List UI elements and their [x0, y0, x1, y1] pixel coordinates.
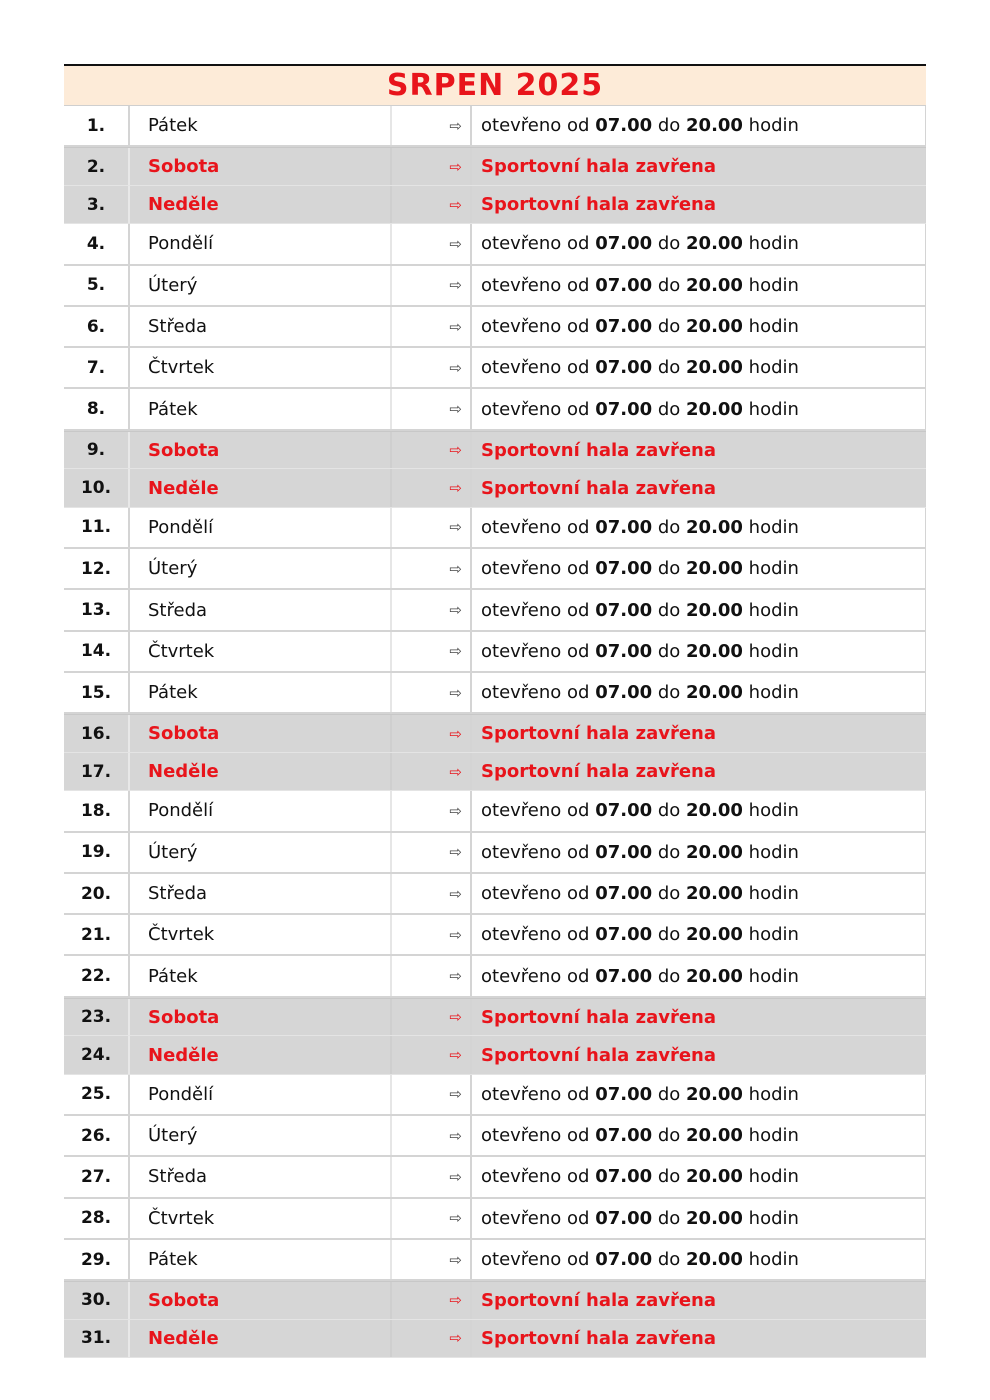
day-number: 27. — [64, 1157, 130, 1196]
weekday-name: Pondělí — [130, 1075, 392, 1114]
day-number: 16. — [64, 715, 130, 752]
weekday-name: Úterý — [130, 833, 392, 872]
hours-from: 07.00 — [595, 599, 653, 621]
day-number: 1. — [64, 106, 130, 145]
hours-mid: do — [652, 1125, 687, 1147]
hours-prefix: otevřeno od — [481, 965, 596, 987]
hours-from: 07.00 — [595, 1249, 653, 1271]
weekday-name: Úterý — [130, 549, 392, 588]
arrow-right-icon: ⇨ — [392, 1036, 472, 1074]
arrow-right-icon: ⇨ — [392, 1157, 472, 1196]
hours-from: 07.00 — [595, 316, 653, 338]
closed-status: Sportovní hala zavřena — [472, 432, 926, 469]
weekday-name: Pátek — [130, 389, 392, 428]
arrow-right-icon: ⇨ — [392, 389, 472, 428]
weekday-name: Sobota — [130, 999, 392, 1036]
arrow-right-icon: ⇨ — [392, 307, 472, 346]
opening-hours — [472, 307, 926, 346]
opening-hours — [472, 266, 926, 305]
arrow-right-icon: ⇨ — [392, 508, 472, 547]
table-row-closed — [64, 147, 926, 186]
schedule-table — [64, 64, 926, 1358]
table-row-closed — [64, 1320, 926, 1359]
hours-from: 07.00 — [595, 1207, 653, 1229]
hours-from: 07.00 — [595, 516, 653, 538]
hours-mid: do — [652, 924, 687, 946]
hours-suffix: hodin — [742, 357, 799, 379]
arrow-right-icon: ⇨ — [392, 673, 472, 712]
hours-prefix: otevřeno od — [481, 233, 596, 255]
table-row — [64, 673, 926, 714]
hours-to: 20.00 — [686, 640, 743, 662]
closed-status: Sportovní hala zavřena — [472, 469, 926, 507]
hours-to: 20.00 — [686, 558, 743, 580]
hours-prefix: otevřeno od — [481, 640, 596, 662]
table-row — [64, 1199, 926, 1240]
hours-prefix: otevřeno od — [481, 924, 596, 946]
day-number: 15. — [64, 673, 130, 712]
hours-mid: do — [652, 516, 687, 538]
hours-suffix: hodin — [742, 599, 799, 621]
table-row — [64, 549, 926, 590]
arrow-right-icon: ⇨ — [392, 266, 472, 305]
hours-mid: do — [652, 682, 687, 704]
opening-hours — [472, 673, 926, 712]
table-row — [64, 224, 926, 265]
hours-from: 07.00 — [595, 233, 653, 255]
table-row — [64, 874, 926, 915]
day-number: 31. — [64, 1320, 130, 1358]
day-number: 13. — [64, 590, 130, 629]
hours-suffix: hodin — [742, 1207, 799, 1229]
weekday-name: Pátek — [130, 106, 392, 145]
table-row-closed — [64, 469, 926, 508]
day-number: 22. — [64, 956, 130, 995]
table-row — [64, 508, 926, 549]
hours-to: 20.00 — [686, 1166, 743, 1188]
table-row-closed — [64, 714, 926, 753]
hours-from: 07.00 — [595, 965, 653, 987]
table-row — [64, 106, 926, 147]
hours-to: 20.00 — [686, 357, 743, 379]
table-row — [64, 1116, 926, 1157]
opening-hours — [472, 791, 926, 830]
arrow-right-icon: ⇨ — [392, 1282, 472, 1319]
hours-mid: do — [652, 357, 687, 379]
day-number: 18. — [64, 791, 130, 830]
weekday-name: Sobota — [130, 148, 392, 185]
hours-prefix: otevřeno od — [481, 1207, 596, 1229]
arrow-right-icon: ⇨ — [392, 1075, 472, 1114]
arrow-right-icon: ⇨ — [392, 469, 472, 507]
hours-suffix: hodin — [742, 1125, 799, 1147]
hours-from: 07.00 — [595, 841, 653, 863]
arrow-right-icon: ⇨ — [392, 348, 472, 387]
weekday-name: Čtvrtek — [130, 632, 392, 671]
page-title: SRPEN 2025 — [386, 68, 604, 103]
weekday-name: Úterý — [130, 266, 392, 305]
day-number: 29. — [64, 1240, 130, 1279]
closed-status: Sportovní hala zavřena — [472, 1036, 926, 1074]
hours-from: 07.00 — [595, 1125, 653, 1147]
hours-from: 07.00 — [595, 640, 653, 662]
hours-mid: do — [652, 274, 687, 296]
opening-hours — [472, 348, 926, 387]
hours-prefix: otevřeno od — [481, 115, 596, 137]
hours-mid: do — [652, 1249, 687, 1271]
opening-hours — [472, 1157, 926, 1196]
hours-to: 20.00 — [686, 599, 743, 621]
hours-suffix: hodin — [742, 883, 799, 904]
table-row — [64, 833, 926, 874]
arrow-right-icon: ⇨ — [392, 224, 472, 263]
opening-hours — [472, 1199, 926, 1238]
hours-from: 07.00 — [595, 800, 653, 822]
hours-to: 20.00 — [686, 274, 743, 296]
hours-suffix: hodin — [742, 316, 799, 338]
hours-suffix: hodin — [742, 800, 799, 822]
table-row — [64, 956, 926, 997]
hours-to: 20.00 — [686, 316, 743, 338]
weekday-name: Pátek — [130, 1240, 392, 1279]
weekday-name: Čtvrtek — [130, 915, 392, 954]
day-number: 25. — [64, 1075, 130, 1114]
hours-suffix: hodin — [742, 233, 799, 255]
table-row-closed — [64, 753, 926, 792]
hours-mid: do — [652, 800, 687, 822]
hours-suffix: hodin — [742, 398, 799, 420]
hours-to: 20.00 — [686, 800, 743, 822]
hours-to: 20.00 — [686, 965, 743, 987]
day-number: 14. — [64, 632, 130, 671]
opening-hours — [472, 874, 926, 913]
table-row — [64, 307, 926, 348]
day-rows — [64, 106, 926, 1358]
hours-prefix: otevřeno od — [481, 1166, 596, 1188]
hours-suffix: hodin — [742, 841, 799, 863]
hours-to: 20.00 — [686, 1083, 743, 1105]
hours-to: 20.00 — [686, 1207, 743, 1229]
weekday-name: Středa — [130, 874, 392, 913]
hours-to: 20.00 — [686, 516, 743, 538]
day-number: 20. — [64, 874, 130, 913]
weekday-name: Pátek — [130, 956, 392, 995]
table-row — [64, 1075, 926, 1116]
arrow-right-icon: ⇨ — [392, 1240, 472, 1279]
weekday-name: Úterý — [130, 1116, 392, 1155]
hours-to: 20.00 — [686, 115, 743, 137]
opening-hours — [472, 549, 926, 588]
hours-mid: do — [652, 965, 687, 987]
opening-hours — [472, 915, 926, 954]
day-number: 12. — [64, 549, 130, 588]
arrow-right-icon: ⇨ — [392, 791, 472, 830]
day-number: 11. — [64, 508, 130, 547]
table-row — [64, 791, 926, 832]
table-row-closed — [64, 1281, 926, 1320]
arrow-right-icon: ⇨ — [392, 915, 472, 954]
table-row — [64, 1157, 926, 1198]
hours-prefix: otevřeno od — [481, 883, 596, 904]
hours-prefix: otevřeno od — [481, 1125, 596, 1147]
arrow-right-icon: ⇨ — [392, 186, 472, 224]
hours-prefix: otevřeno od — [481, 274, 596, 296]
weekday-name: Neděle — [130, 469, 392, 507]
opening-hours — [472, 1075, 926, 1114]
hours-suffix: hodin — [742, 640, 799, 662]
hours-from: 07.00 — [595, 115, 653, 137]
hours-to: 20.00 — [686, 1249, 743, 1271]
arrow-right-icon: ⇨ — [392, 590, 472, 629]
hours-mid: do — [652, 115, 687, 137]
table-row-closed — [64, 998, 926, 1037]
arrow-right-icon: ⇨ — [392, 874, 472, 913]
opening-hours — [472, 224, 926, 263]
hours-to: 20.00 — [686, 883, 743, 904]
day-number: 10. — [64, 469, 130, 507]
arrow-right-icon: ⇨ — [392, 106, 472, 145]
arrow-right-icon: ⇨ — [392, 1199, 472, 1238]
hours-prefix: otevřeno od — [481, 558, 596, 580]
day-number: 17. — [64, 753, 130, 791]
weekday-name: Sobota — [130, 432, 392, 469]
weekday-name: Neděle — [130, 1036, 392, 1074]
opening-hours — [472, 833, 926, 872]
day-number: 8. — [64, 389, 130, 428]
day-number: 30. — [64, 1282, 130, 1319]
weekday-name: Sobota — [130, 715, 392, 752]
weekday-name: Čtvrtek — [130, 348, 392, 387]
weekday-name: Sobota — [130, 1282, 392, 1319]
arrow-right-icon: ⇨ — [392, 833, 472, 872]
arrow-right-icon: ⇨ — [392, 753, 472, 791]
day-number: 21. — [64, 915, 130, 954]
day-number: 6. — [64, 307, 130, 346]
weekday-name: Čtvrtek — [130, 1199, 392, 1238]
hours-to: 20.00 — [686, 398, 743, 420]
closed-status: Sportovní hala zavřena — [472, 999, 926, 1036]
closed-status: Sportovní hala zavřena — [472, 753, 926, 791]
hours-suffix: hodin — [742, 924, 799, 946]
hours-mid: do — [652, 841, 687, 863]
table-header — [64, 64, 926, 106]
weekday-name: Středa — [130, 590, 392, 629]
hours-from: 07.00 — [595, 398, 653, 420]
closed-status: Sportovní hala zavřena — [472, 715, 926, 752]
hours-from: 07.00 — [595, 924, 653, 946]
hours-prefix: otevřeno od — [481, 357, 596, 379]
day-number: 2. — [64, 148, 130, 185]
opening-hours — [472, 389, 926, 428]
closed-status: Sportovní hala zavřena — [472, 1282, 926, 1319]
hours-suffix: hodin — [742, 516, 799, 538]
day-number: 23. — [64, 999, 130, 1036]
hours-mid: do — [652, 1083, 687, 1105]
hours-prefix: otevřeno od — [481, 516, 596, 538]
hours-suffix: hodin — [742, 115, 799, 137]
hours-mid: do — [652, 316, 687, 338]
weekday-name: Pondělí — [130, 508, 392, 547]
weekday-name: Neděle — [130, 186, 392, 224]
hours-suffix: hodin — [742, 682, 799, 704]
weekday-name: Středa — [130, 1157, 392, 1196]
opening-hours — [472, 1240, 926, 1279]
hours-from: 07.00 — [595, 357, 653, 379]
day-number: 19. — [64, 833, 130, 872]
hours-to: 20.00 — [686, 924, 743, 946]
day-number: 24. — [64, 1036, 130, 1074]
arrow-right-icon: ⇨ — [392, 999, 472, 1036]
hours-to: 20.00 — [686, 682, 743, 704]
day-number: 7. — [64, 348, 130, 387]
day-number: 26. — [64, 1116, 130, 1155]
hours-prefix: otevřeno od — [481, 398, 596, 420]
day-number: 28. — [64, 1199, 130, 1238]
arrow-right-icon: ⇨ — [392, 956, 472, 995]
opening-hours — [472, 508, 926, 547]
weekday-name: Pondělí — [130, 791, 392, 830]
opening-hours — [472, 956, 926, 995]
hours-from: 07.00 — [595, 1166, 653, 1188]
weekday-name: Pátek — [130, 673, 392, 712]
table-row — [64, 389, 926, 430]
day-number: 4. — [64, 224, 130, 263]
hours-to: 20.00 — [686, 1125, 743, 1147]
hours-suffix: hodin — [742, 274, 799, 296]
arrow-right-icon: ⇨ — [392, 632, 472, 671]
hours-mid: do — [652, 1207, 687, 1229]
hours-prefix: otevřeno od — [481, 841, 596, 863]
weekday-name: Pondělí — [130, 224, 392, 263]
table-row — [64, 915, 926, 956]
day-number: 5. — [64, 266, 130, 305]
hours-from: 07.00 — [595, 682, 653, 704]
arrow-right-icon: ⇨ — [392, 148, 472, 185]
closed-status: Sportovní hala zavřena — [472, 186, 926, 224]
table-row — [64, 1240, 926, 1281]
hours-prefix: otevřeno od — [481, 1083, 596, 1105]
weekday-name: Středa — [130, 307, 392, 346]
arrow-right-icon: ⇨ — [392, 1320, 472, 1358]
hours-mid: do — [652, 558, 687, 580]
hours-prefix: otevřeno od — [481, 1249, 596, 1271]
opening-hours — [472, 106, 926, 145]
hours-suffix: hodin — [742, 558, 799, 580]
hours-suffix: hodin — [742, 1083, 799, 1105]
arrow-right-icon: ⇨ — [392, 1116, 472, 1155]
closed-status: Sportovní hala zavřena — [472, 148, 926, 185]
arrow-right-icon: ⇨ — [392, 432, 472, 469]
hours-from: 07.00 — [595, 883, 653, 904]
day-number: 9. — [64, 432, 130, 469]
table-row — [64, 266, 926, 307]
table-row-closed — [64, 431, 926, 470]
table-row-closed — [64, 1036, 926, 1075]
hours-prefix: otevřeno od — [481, 682, 596, 704]
hours-to: 20.00 — [686, 841, 743, 863]
hours-mid: do — [652, 883, 687, 904]
closed-status: Sportovní hala zavřena — [472, 1320, 926, 1358]
weekday-name: Neděle — [130, 1320, 392, 1358]
arrow-right-icon: ⇨ — [392, 715, 472, 752]
day-number: 3. — [64, 186, 130, 224]
hours-mid: do — [652, 1166, 687, 1188]
table-row-closed — [64, 186, 926, 225]
hours-mid: do — [652, 398, 687, 420]
table-row — [64, 348, 926, 389]
hours-to: 20.00 — [686, 233, 743, 255]
opening-hours — [472, 590, 926, 629]
hours-suffix: hodin — [742, 1249, 799, 1271]
hours-prefix: otevřeno od — [481, 599, 596, 621]
hours-mid: do — [652, 640, 687, 662]
weekday-name: Neděle — [130, 753, 392, 791]
opening-hours — [472, 1116, 926, 1155]
arrow-right-icon: ⇨ — [392, 549, 472, 588]
hours-from: 07.00 — [595, 274, 653, 296]
hours-mid: do — [652, 599, 687, 621]
hours-prefix: otevřeno od — [481, 316, 596, 338]
hours-suffix: hodin — [742, 1166, 799, 1188]
opening-hours — [472, 632, 926, 671]
table-row — [64, 590, 926, 631]
hours-from: 07.00 — [595, 1083, 653, 1105]
hours-from: 07.00 — [595, 558, 653, 580]
hours-prefix: otevřeno od — [481, 800, 596, 822]
table-row — [64, 632, 926, 673]
hours-mid: do — [652, 233, 687, 255]
hours-suffix: hodin — [742, 965, 799, 987]
